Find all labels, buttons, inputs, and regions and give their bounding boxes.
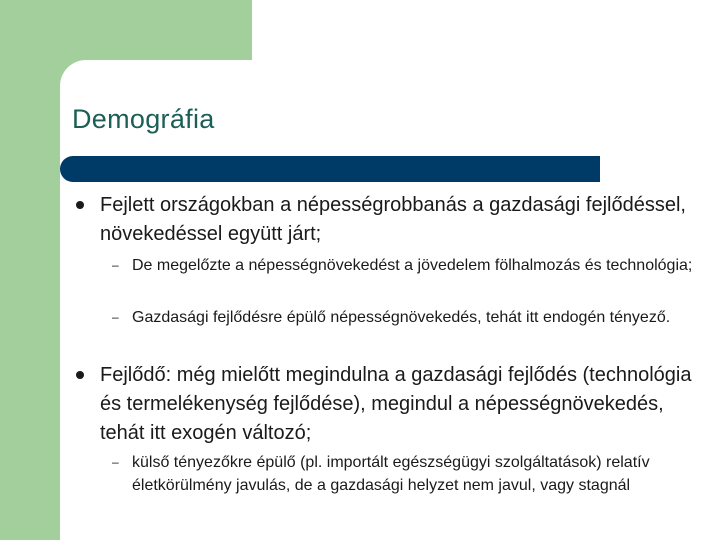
bullet-dot [76, 371, 84, 379]
bullet-1-sub-1 [76, 254, 696, 277]
bullet-dot [76, 201, 84, 209]
bullet-text: Fejlődő: még mielőtt megindulna a gazdasági fejlődés (technológia és termelékenység fejlődése), megindul a népességnövekedés, tehát itt exogén változó; [100, 364, 692, 444]
bullet-text: Fejlett országokban a népességrobbanás a gazdasági fejlődéssel, növekedéssel együtt járt; [100, 194, 686, 245]
sub-bullet-text: Gazdasági fejlődésre épülő népességnövekedés, tehát itt endogén tényező. [132, 309, 671, 326]
title-underline-bar [60, 156, 600, 182]
bullet-1-sub-2 [76, 306, 696, 329]
sub-bullet-dash: – [112, 310, 119, 324]
sub-bullet-dash: – [112, 258, 119, 272]
sub-bullet-dash: – [112, 455, 119, 469]
sub-bullet-text: De megelőzte a népességnövekedést a jövedelem fölhalmozás és technológia; [132, 257, 693, 274]
slide-title: Demográfia [72, 104, 215, 134]
bullet-1 [76, 191, 696, 249]
bullet-2 [76, 361, 696, 448]
sub-bullet-text: külső tényezőkre épülő (pl. importált egészségügyi szolgáltatások) relatív életkörülmény javulás, de a gazdasági helyzet nem javul, vagy stagnál [132, 454, 650, 494]
bullet-2-sub-1 [76, 451, 696, 497]
green-left-strip [0, 0, 60, 540]
